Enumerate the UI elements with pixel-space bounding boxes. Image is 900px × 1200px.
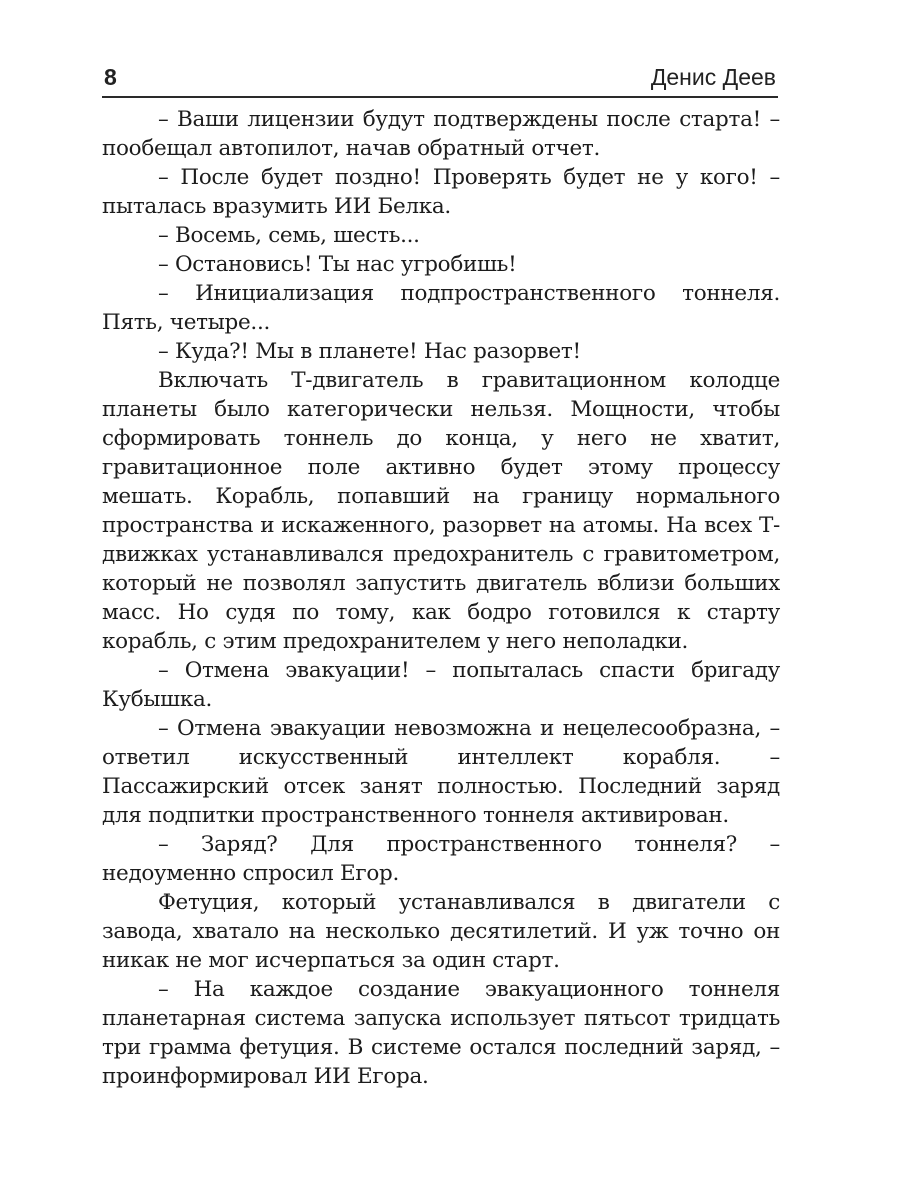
paragraph: – Отмена эвакуации невозможна и нецелесообразна, – ответил искусственный интеллект корабля. – Пассажирский отсек занят полностью. Последний заряд для подпитки пространственного тоннеля активирован. [102,716,780,828]
paragraph: – Восемь, семь, шесть... [158,223,420,248]
author-name: Денис Деев [650,64,776,90]
running-header [102,62,778,98]
paragraph: – Остановись! Ты нас угробишь! [158,252,517,277]
page-number: 8 [104,64,117,90]
paragraph: – Ваши лицензии будут подтверждены после старта! – пообещал автопилот, начав обратный отчет. [102,107,780,161]
paragraph: – Отмена эвакуации! – попыталась спасти бригаду Кубышка. [102,658,780,712]
paragraph: – Заряд? Для пространственного тоннеля? – недоуменно спросил Егор. [102,832,780,886]
body-text [102,105,780,1091]
paragraph: – Куда?! Мы в планете! Нас разорвет! [158,339,581,364]
paragraph: Включать Т-двигатель в гравитационном колодце планеты было категорически нельзя. Мощности, чтобы сформировать тоннель до конца, у него не хватит, гравитационное поле активно будет этому процессу мешать. Корабль, попавший на границу нормального пространства и искаженного, разорвет на атомы. На всех Т-движках устанавливался предохранитель с гравитометром, который не позволял запустить двигатель вблизи больших масс. Но судя по тому, как бодро готовился к старту корабль, с этим предохранителем у него неполадки. [102,368,780,654]
paragraph: – После будет поздно! Проверять будет не у кого! – пыталась вразумить ИИ Белка. [102,165,780,219]
paragraph: – На каждое создание эвакуационного тоннеля планетарная система запуска использует пятьсот тридцать три грамма фетуция. В системе остался последний заряд, – проинформировал ИИ Егора. [102,977,780,1089]
paragraph: – Инициализация подпространственного тоннеля. Пять, четыре... [102,281,780,335]
paragraph: Фетуция, который устанавливался в двигатели с завода, хватало на несколько десятилетий. И уж точно он никак не мог исчерпаться за один старт. [102,890,780,973]
